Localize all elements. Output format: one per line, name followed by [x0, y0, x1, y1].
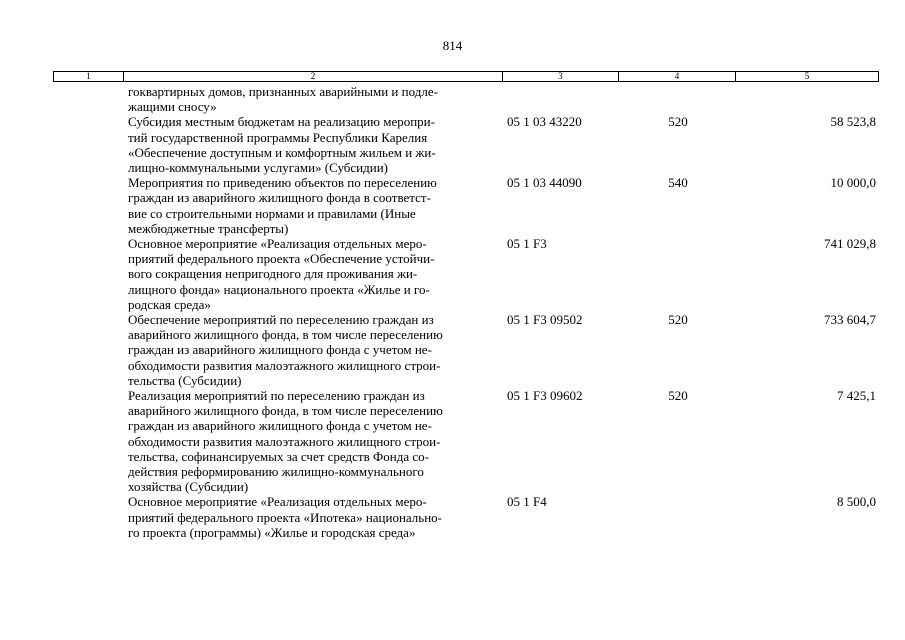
row-expense-type: 520: [668, 388, 688, 404]
table-row: [0, 388, 905, 494]
description-line: граждан из аварийного жилищного фонда с учетом не-: [128, 418, 432, 434]
row-amount: 7 425,1: [837, 388, 876, 404]
row-expense-type: 520: [668, 312, 688, 328]
header-col-2: 2: [123, 72, 502, 81]
description-line: Реализация мероприятий по переселению граждан из: [128, 388, 425, 404]
row-expense-type: 540: [668, 175, 688, 191]
description-line: гоквартирных домов, признанных аварийными и подле-: [128, 84, 438, 99]
header-col-3: 3: [502, 72, 618, 81]
table-row: [0, 236, 905, 312]
description-line: граждан из аварийного жилищного фонда с учетом не-: [128, 342, 432, 358]
row-description: [128, 494, 500, 540]
description-line: обходимости развития малоэтажного жилищного строи-: [128, 433, 441, 449]
row-amount: 10 000,0: [830, 175, 876, 191]
description-line: жащими сносу»: [128, 99, 217, 115]
description-line: вие со строительными нормами и правилами (Иные: [128, 205, 416, 221]
row-code: 05 1 03 43220: [507, 114, 582, 130]
description-line: родская среда»: [128, 296, 211, 312]
row-code: 05 1 F3 09502: [507, 312, 583, 328]
description-line: Основное мероприятие «Реализация отдельных меро-: [128, 236, 427, 252]
row-code: 05 1 F3 09602: [507, 388, 583, 404]
description-line: хозяйства (Субсидии): [128, 479, 249, 495]
description-line: лищно-коммунальными услугами» (Субсидии): [128, 160, 388, 176]
description-line: межбюджетные трансферты): [128, 220, 289, 236]
row-description: [128, 114, 500, 175]
description-line: приятий федерального проекта «Ипотека» национально-: [128, 509, 442, 525]
description-line: Мероприятия по приведению объектов по переселению: [128, 175, 437, 191]
description-line: тий государственной программы Республики Карелия: [128, 129, 428, 145]
description-line: го проекта (программы) «Жилье и городская среда»: [128, 524, 416, 540]
description-line: Обеспечение мероприятий по переселению граждан из: [128, 312, 434, 328]
description-line: лищного фонда» национального проекта «Жилье и го-: [128, 281, 430, 297]
description-line: тельства (Субсидии): [128, 372, 242, 388]
description-line: действия реформированию жилищно-коммунального: [128, 464, 424, 480]
description-line: Основное мероприятие «Реализация отдельных меро-: [128, 494, 427, 510]
row-code: 05 1 F3: [507, 236, 547, 252]
description-line: вого сокращения непригодного для проживания жи-: [128, 266, 418, 282]
description-line: Субсидия местным бюджетам на реализацию меропри-: [128, 114, 435, 130]
row-description: [128, 175, 500, 236]
table-row: [0, 312, 905, 388]
row-description: [128, 84, 500, 114]
row-amount: 741 029,8: [824, 236, 876, 252]
description-line: приятий федерального проекта «Обеспечение устойчи-: [128, 251, 435, 267]
description-line: «Обеспечение доступным и комфортным жильем и жи-: [128, 144, 436, 160]
row-amount: 58 523,8: [830, 114, 876, 130]
description-line: аварийного жилищного фонда, в том числе переселению: [128, 403, 443, 419]
table-header: [53, 71, 879, 82]
description-line: тельства, софинансируемых за счет средств Фонда со-: [128, 448, 429, 464]
page-number: 814: [442, 38, 463, 53]
row-code: 05 1 03 44090: [507, 175, 582, 191]
table-row: [0, 175, 905, 236]
description-line: граждан из аварийного жилищного фонда в соответст-: [128, 190, 431, 206]
row-code: 05 1 F4: [507, 494, 547, 510]
row-expense-type: 520: [668, 114, 688, 130]
description-line: аварийного жилищного фонда, в том числе переселению: [128, 327, 443, 343]
row-description: [128, 236, 500, 312]
header-col-4: 4: [618, 72, 735, 81]
table-body: [0, 84, 905, 540]
header-col-1: 1: [86, 71, 91, 81]
table-row: [0, 84, 905, 114]
row-amount: 733 604,7: [824, 312, 876, 328]
row-description: [128, 312, 500, 388]
description-line: обходимости развития малоэтажного жилищного строи-: [128, 357, 441, 373]
table-row: [0, 114, 905, 175]
header-col-5: 5: [735, 72, 878, 81]
row-amount: 8 500,0: [837, 494, 876, 510]
table-row: [0, 494, 905, 540]
row-description: [128, 388, 500, 494]
